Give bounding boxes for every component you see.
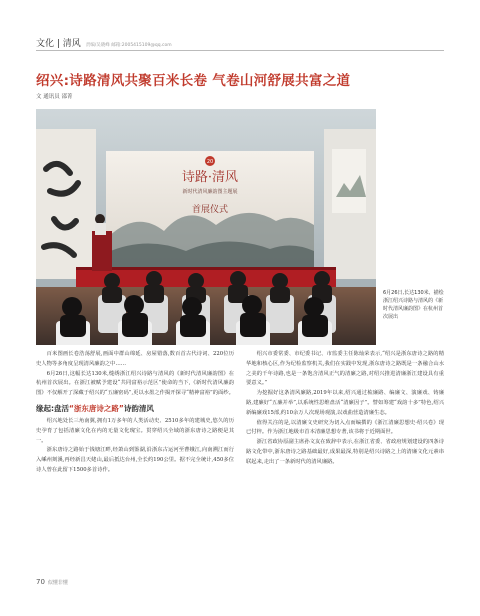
paragraph: 为挖掘好这条清风廉路,2019年以来,绍兴通过梳廉路、编廉文、演廉戏、铸廉路,建廉好“五廉并举”,以系统性思维盘活“清廉因子”。譬如筹建“戏韵十多”特色,绍兴新编廉戏15部,约10余万人次现场观演,以戏曲营造清廉生态。 xyxy=(246,390,444,416)
event-photo xyxy=(36,109,376,345)
article-headline: 绍兴:诗路清风共聚百米长卷 气卷山河舒展共富之道 xyxy=(36,73,351,89)
photo-caption: 6月26日,长达130米、描绘浙江绍兴诗路与清风的《新时代清风廉韵图》在杭州首次展出 xyxy=(383,290,444,320)
page-number: 70 xyxy=(36,578,45,586)
subheading-highlight: “浙东唐诗之路” xyxy=(69,403,124,413)
page-footer xyxy=(36,578,68,586)
section-header xyxy=(36,36,172,49)
column-left xyxy=(36,350,234,476)
screen-title: 诗路·清风 xyxy=(181,170,239,185)
paragraph: 绍兴地处长三角南翼,拥有1万多年的人类活动史、2510多年的建城史,悠久的历史孕育了包括清廉文化在内的无量文化瑰宝。贯穿绍兴全域的浙东唐诗之路便是其一。 xyxy=(36,417,234,444)
subheading-suffix: 诗韵清风 xyxy=(123,403,154,413)
subheading-prefix: 缘起:盘活 xyxy=(36,403,69,413)
paragraph: 浙江省政协原副主席孙文友在致辞中表示,在浙江省委、省政府规划建设的四条诗路文化带中,浙东唐诗之路基础最好,成果最深,特别是绍兴诗路之上的清廉文化元素串联起来,走出了一条新时代的清风廉路。 xyxy=(246,439,444,465)
paragraph: 6月26日,这幅长达130米,缝绣浙江绍兴诗路与清风的《新时代清风廉韵图》在杭州首次展出。在浙江被赋予建设“共同富裕示范区”使命的当下,《新时代清风廉韵图》不仅解开了深藏于绍兴的“五廉密码”,更以水墨之作揭开探寻“精神富裕”的面纱。 xyxy=(36,370,234,397)
magazine-name: 似懂非懂 xyxy=(47,580,68,586)
section-title: 文化 | 清风 xyxy=(36,39,81,49)
paragraph: 值得关注的是,以清廉文史研究为切入点而编撰的《浙江清廉思想史·绍兴卷》现已付梓。作为浙江地级市首本清廉思想专著,该书将于近期面世。 xyxy=(246,419,444,436)
editor-meta: 责编/吴晓峰 邮箱:2005415109@qq.com xyxy=(85,43,172,48)
screen-ceremony: 首展仪式 xyxy=(191,205,229,215)
header-rule xyxy=(36,50,444,51)
screen-badge: 20 xyxy=(206,159,214,165)
column-right xyxy=(246,350,444,468)
section-subheading xyxy=(36,403,234,414)
paragraph: 百米图画长卷浩荡舒展,画面中群山绵延、房屋错落,数百首古代诗词、220位历史人物等多角度呈现清风廉韵之中…… xyxy=(36,351,234,367)
paragraph: 浙东唐诗之路始于钱塘江畔,经萧山到鉴湖,沿浙东古运河至曹娥江,向南溯江而行入嵊州剡溪,再经新昌天姥山,最后抵达台州,全长约190公里。据不完全统计,450多位诗人曾在此留下1500多首诗作。 xyxy=(36,447,234,473)
article-byline: 文 通讯员 邵菁 xyxy=(36,94,73,100)
paragraph: 绍兴市委常委、市纪委书记、市监委主任陈灿荣表示,“绍兴是浙东唐诗之路的精华地和核心区,作为纪检监察机关,我们在实践中发现,浙东唐诗之路既是一条融合山水之美的千年诗路,也是一条饱含清风正气的清廉之路,对绍兴推进清廉浙江建设具有重要意义。” xyxy=(246,351,444,387)
screen-subtitle: 新时代清风廉韵图主题展 xyxy=(182,189,238,195)
photo-illustration xyxy=(36,109,376,345)
